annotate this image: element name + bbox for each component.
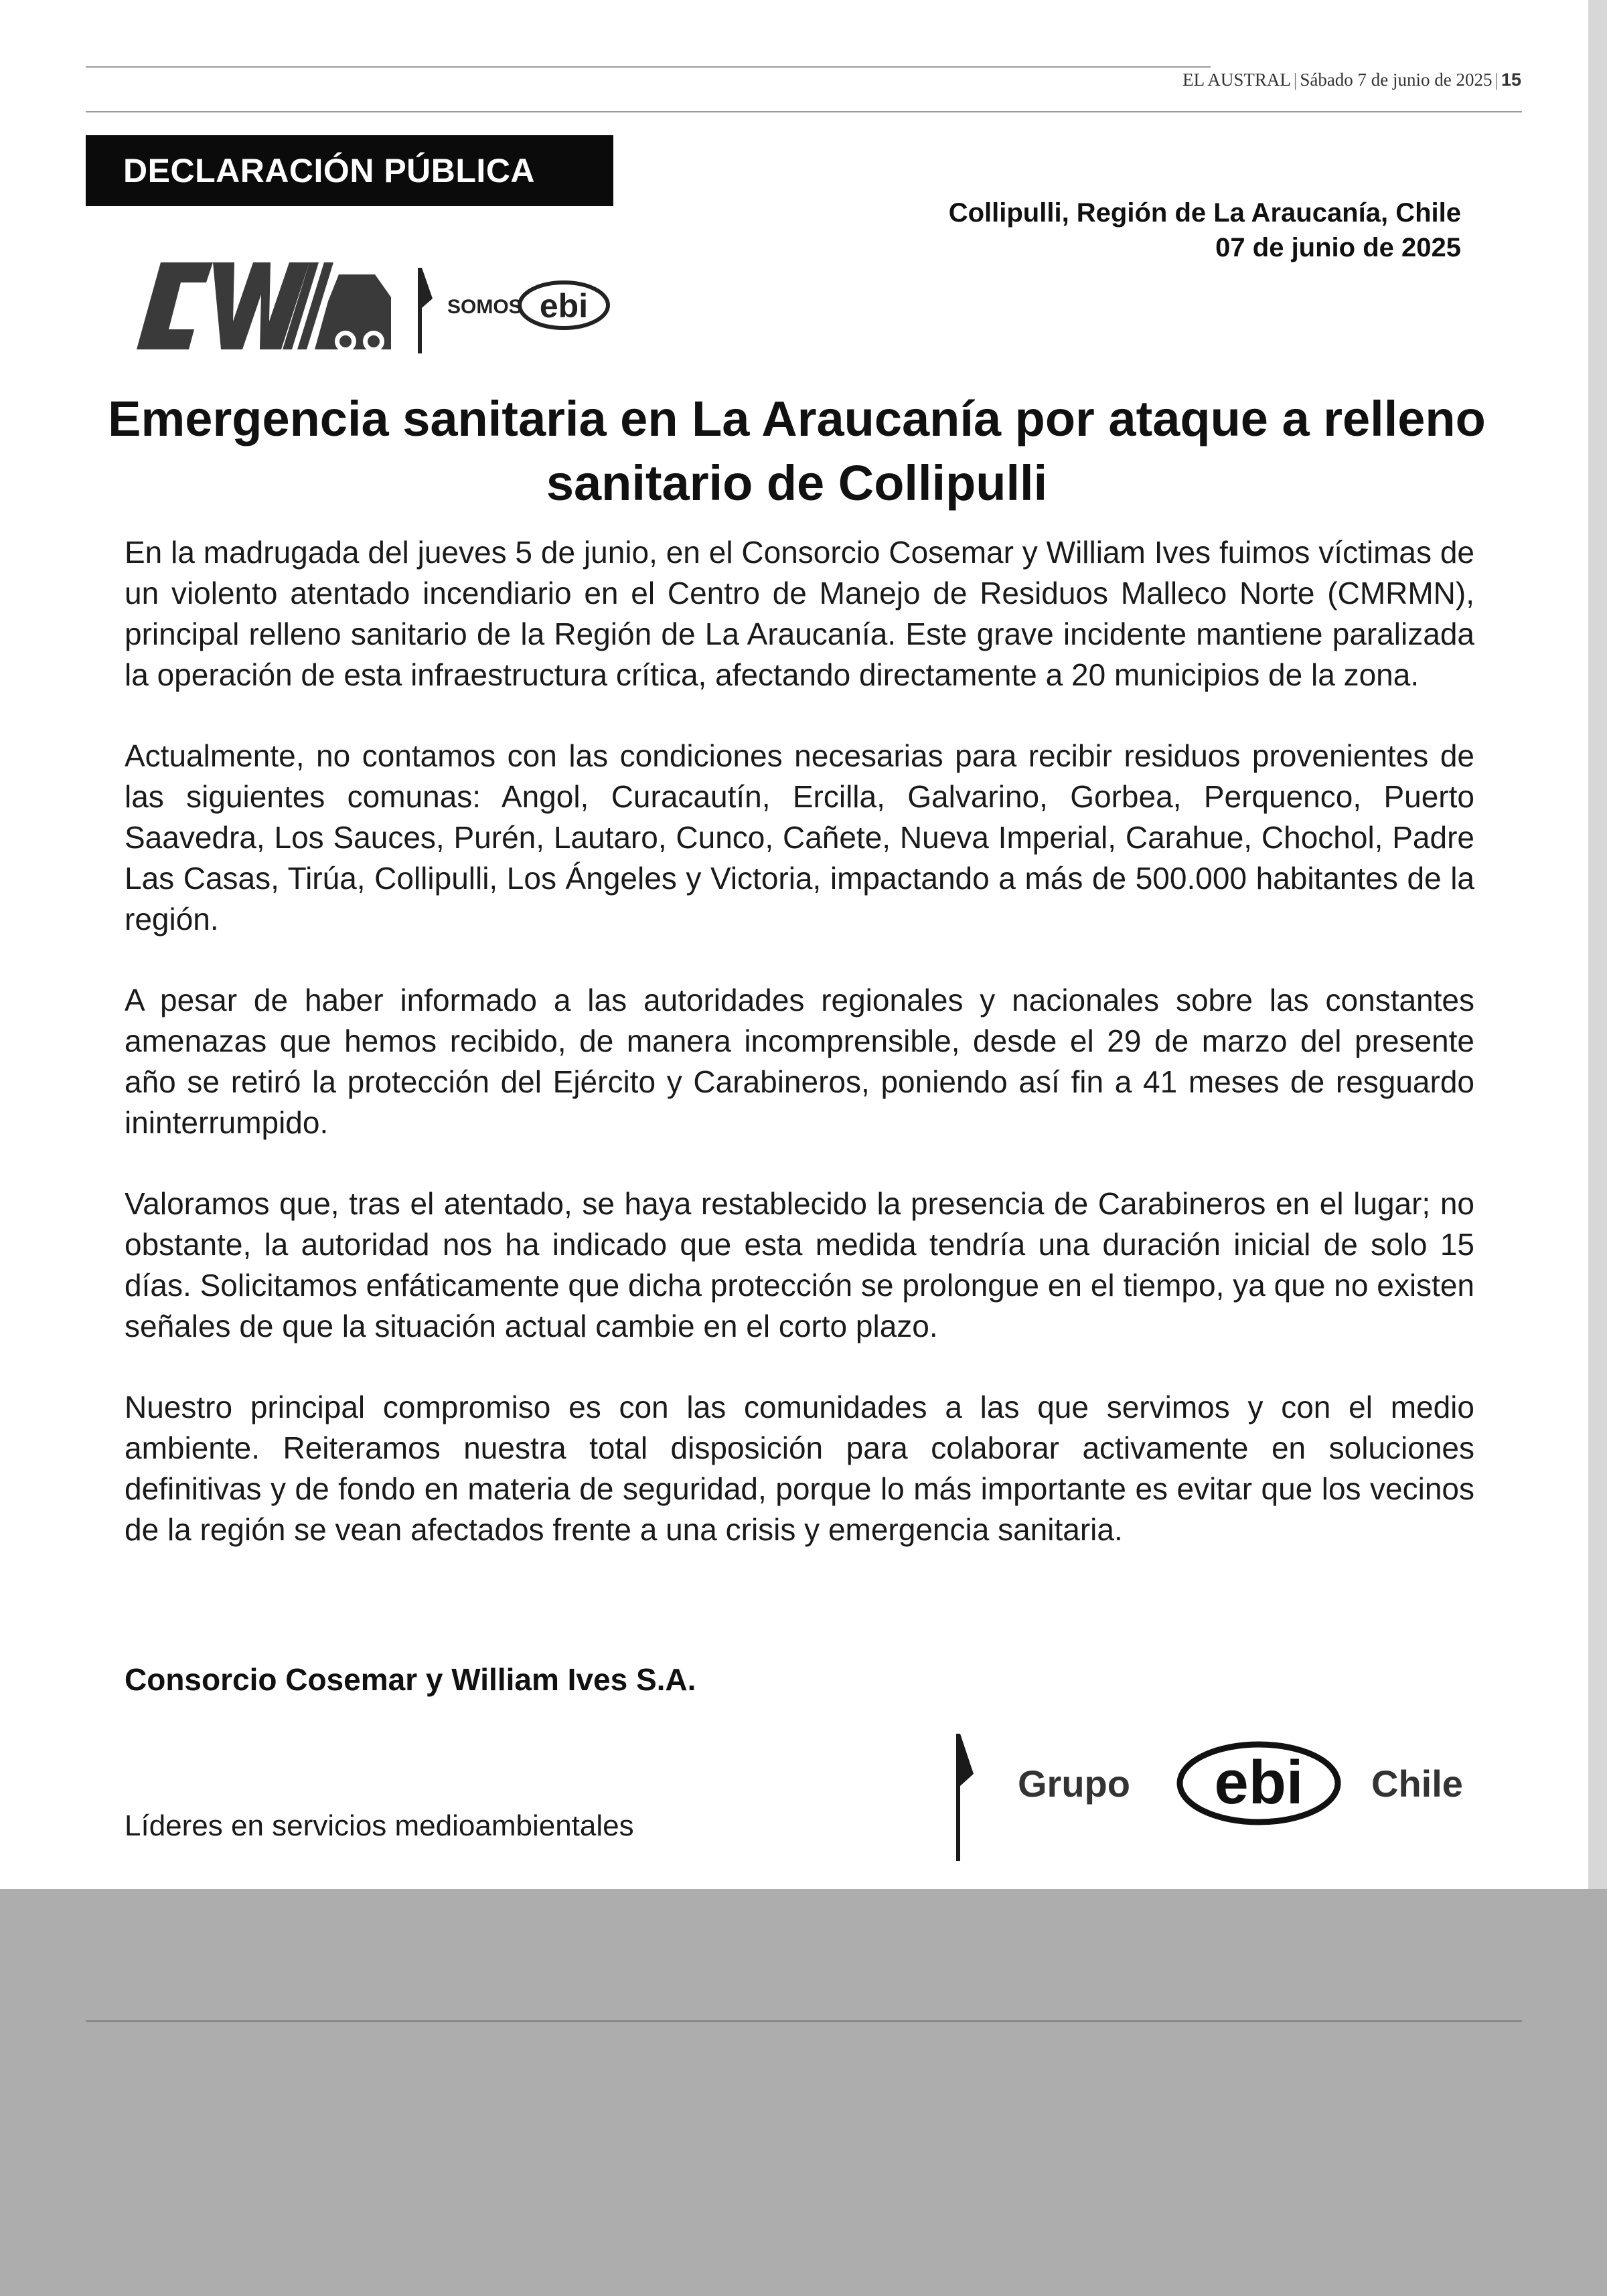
date-line: 07 de junio de 2025 xyxy=(1215,233,1461,262)
page-number: 15 xyxy=(1501,70,1521,90)
paragraph-2: Actualmente, no contamos con las condiciones necesarias para recibir residuos provenientes de las siguientes comunas: Angol, Curacautín, Ercilla, Galvarino, Gorbea, Perquenco, Puerto Saavedra, Los Sauces, Purén, Lautaro, Cunco, Cañete, Nueva Imperial, Carahue, Chochol, Padre Las Casas, Tirúa, Collipulli, Los Ángeles y Victoria, impactando a más de 500.000 habitantes de la región. xyxy=(125,738,1474,936)
tagline: Líderes en servicios medioambientales xyxy=(125,1809,634,1842)
grupo-text: Grupo xyxy=(1018,1762,1130,1805)
page-edge xyxy=(1588,0,1607,1889)
issue-date: Sábado 7 de junio de 2025 xyxy=(1300,70,1493,90)
chile-text: Chile xyxy=(1371,1762,1463,1805)
header-rule xyxy=(86,66,1211,68)
next-page-rule xyxy=(86,2020,1522,2022)
ebi-brand-text: ebi xyxy=(539,287,589,325)
signatory: Consorcio Cosemar y William Ives S.A. xyxy=(125,1662,696,1697)
headline: Emergencia sanitaria en La Araucanía por ataque a relleno sanitario de Collipulli xyxy=(108,391,1486,511)
paragraph-1: En la madrugada del jueves 5 de junio, en el Consorcio Cosemar y William Ives fuimos víctimas de un violento atentado incendiario en el Centro de Manejo de Residuos Malleco Norte (CMRMN), principal relleno sanitario de la Región de La Araucanía. Este grave incidente mantiene paralizada la operación de esta infraestructura crítica, afectando directamente a 20 municipios de la zona. xyxy=(125,535,1474,692)
paragraph-5: Nuestro principal compromiso es con las comunidades a las que servimos y con el medio ambiente. Reiteramos nuestra total disposición para colaborar activamente en soluciones definitivas y de fondo en materia de seguridad, porque lo más importante es evitar que los vecinos de la región se vean afectados frente a una crisis y emergencia sanitaria. xyxy=(125,1390,1474,1547)
ebi-brand-text-large: ebi xyxy=(1214,1748,1304,1817)
header-rule-lower xyxy=(86,111,1522,112)
paragraph-3: A pesar de haber informado a las autoridades regionales y nacionales sobre las constantes amenazas que hemos recibido, de manera incomprensible, desde el 29 de marzo del presente año se retiró la protección del Ejército y Carabineros, poniendo así fin a 41 meses de resguardo ininterrumpido. xyxy=(125,983,1474,1140)
article-body xyxy=(125,532,1474,1590)
place-date-block xyxy=(949,195,1461,265)
paragraph-4: Valoramos que, tras el atentado, se haya restablecido la presencia de Carabineros en el lugar; no obstante, la autoridad nos ha indicado que esta medida tendría una duración inicial de solo 15 días. Solicitamos enfáticamente que dicha protección se prolongue en el tiempo, ya que no existen señales de que la situación actual cambie en el corto plazo. xyxy=(125,1186,1474,1343)
cw-somos-ebi-logo xyxy=(134,254,649,361)
declaration-label: DECLARACIÓN PÚBLICA xyxy=(86,135,613,206)
somos-text: SOMOS xyxy=(447,296,522,318)
newspaper-name: EL AUSTRAL xyxy=(1182,70,1291,90)
grupo-ebi-chile-logo xyxy=(951,1727,1500,1868)
place-line: Collipulli, Región de La Araucanía, Chile xyxy=(948,198,1461,228)
running-head: EL AUSTRAL | Sábado 7 de junio de 2025 | 15 xyxy=(1182,70,1521,90)
